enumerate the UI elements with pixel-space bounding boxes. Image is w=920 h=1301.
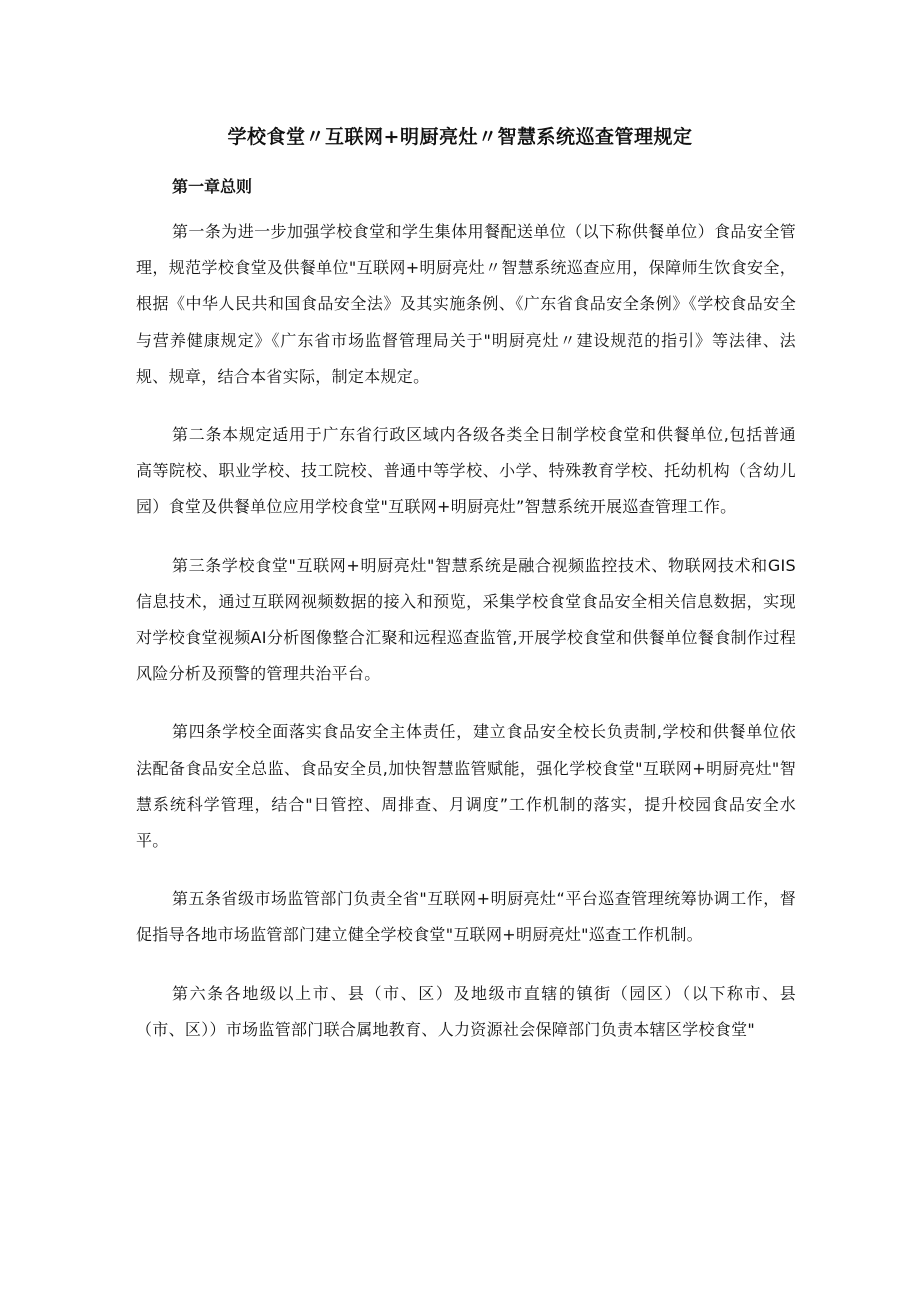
document-body [136,214,796,1070]
article-3-paragraph: 第三条学校食堂"互联网+明厨亮灶"智慧系统是融合视频监控技术、物联网技术和GIS信息技术，通过互联网视频数据的接入和预览，采集学校食堂食品安全相关信息数据，实现对学校食堂视频AI分析图像整合汇聚和远程巡查监管,开展学校食堂和供餐单位餐食制作过程风险分析及预警的管理共治平台。 [136,555,796,684]
article-1-paragraph: 第一条为进一步加强学校食堂和学生集体用餐配送单位（以下称供餐单位）食品安全管理，规范学校食堂及供餐单位"互联网+明厨亮灶〃智慧系统巡查应用，保障师生饮食安全，根据《中华人民共和国食品安全法》及其实施条例、《广东省食品安全条例》《学校食品安全与营养健康规定》《广东省市场监督管理局关于"明厨亮灶〃建设规范的指引》等法律、法规、规章，结合本省实际，制定本规定。 [136,222,796,386]
article-6-paragraph: 第六条各地级以上市、县（市、区）及地级市直辖的镇街（园区）（以下称市、县（市、区））市场监管部门联合属地教育、人力资源社会保障部门负责本辖区学校食堂" [136,983,796,1039]
document-title: 学校食堂〃互联网+明厨亮灶〃智慧系统巡查管理规定 [227,126,693,148]
chapter-heading: 第一章总则 [172,177,253,196]
article-2-paragraph: 第二条本规定适用于广东省行政区域内各级各类全日制学校食堂和供餐单位,包括普通高等院校、职业学校、技工院校、普通中等学校、小学、特殊教育学校、托幼机构（含幼儿园）食堂及供餐单位应用学校食堂"互联网+明厨亮灶”智慧系统开展巡查管理工作。 [136,425,796,517]
article-5-paragraph: 第五条省级市场监管部门负责全省"互联网+明厨亮灶“平台巡查管理统筹协调工作，督促指导各地市场监管部门建立健全学校食堂"互联网+明厨亮灶"巡查工作机制。 [136,889,796,945]
article-4-paragraph: 第四条学校全面落实食品安全主体责任，建立食品安全校长负责制,学校和供餐单位依法配备食品安全总监、食品安全员,加快智慧监管赋能，强化学校食堂"互联网+明厨亮灶"智慧系统科学管理，结合"日管控、周排查、月调度”工作机制的落实，提升校园食品安全水平。 [136,722,796,851]
